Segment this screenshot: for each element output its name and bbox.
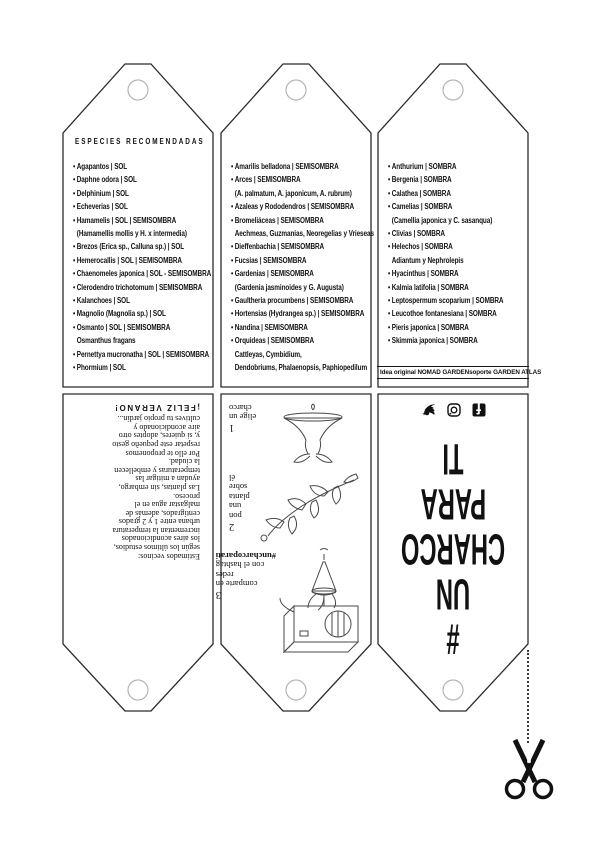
letter-lines: [112, 414, 200, 560]
bullet-icon: •: [388, 162, 391, 171]
tag-back-steps: [215, 393, 372, 712]
bullet-icon: •: [231, 242, 234, 252]
species-item-text: Phormium | SOL: [76, 363, 126, 373]
letter-line: malgastar agua en el: [134, 500, 200, 510]
bullet-icon: •: [388, 336, 391, 346]
species-item: [73, 227, 214, 240]
species-item-text: Camelias | SOMBRA: [391, 202, 453, 212]
dripping-funnel-puddle-icon: [272, 398, 350, 466]
bullet-icon: •: [73, 188, 76, 198]
species-item: [73, 281, 214, 294]
species-item-text: Anthurium | SOMBRA: [391, 162, 457, 171]
bullet-icon: •: [73, 282, 76, 292]
bullet-icon: •: [73, 242, 76, 252]
species-list-header: ESPECIES RECOMENDADAS: [75, 137, 205, 146]
species-item-text: Delphinium | SOL: [76, 188, 129, 198]
step-3-row: [215, 546, 364, 660]
campaign-title: [377, 435, 529, 665]
species-item-text: (Gardenia jasminoides y G. Augusta): [234, 282, 344, 292]
bullet-icon: •: [73, 255, 76, 265]
species-item-text: Pieris japonica | SOMBRA: [391, 322, 469, 332]
bullet-icon: •: [231, 162, 234, 171]
bullet-icon: •: [73, 175, 76, 185]
species-item: [388, 267, 529, 280]
species-item-text: Fucsias | SEMISOMBRA: [234, 255, 307, 265]
species-item-text: Hyacinthus | SOMBRA: [391, 269, 459, 279]
species-item-text: Bergenia | SOMBRA: [391, 175, 452, 185]
bullet-icon: •: [388, 229, 391, 239]
species-item: [231, 321, 372, 334]
species-item: [231, 160, 372, 173]
species-item: [388, 281, 529, 294]
species-item: [231, 187, 372, 200]
upside-down-content: [62, 393, 214, 712]
species-item: [73, 321, 214, 334]
species-item-text: Amarilis belladona | SEMISOMBRA: [234, 162, 339, 171]
species-item-text: (Camellia japonica y C. sasanqua): [391, 215, 493, 225]
species-item-text: Kalanchoes | SOL: [76, 296, 130, 306]
upside-down-content: [377, 393, 529, 712]
species-item: [73, 187, 214, 200]
species-item: [231, 307, 372, 320]
bullet-icon: •: [73, 309, 76, 319]
species-item-text: (Hamamellis mollis y H. x intermedia): [76, 229, 187, 239]
species-item-text: Arces | SEMISOMBRA: [234, 175, 301, 185]
species-item-text: Leptospermum scoparium | SOMBRA: [391, 296, 504, 306]
species-item: [388, 240, 529, 253]
dotted-cut-line: [527, 650, 529, 743]
step-1-row: [229, 398, 364, 468]
species-item: [73, 361, 214, 374]
species-item-text: Clerodendro trichotomum | SEMISOMBRA: [76, 282, 203, 292]
bullet-icon: •: [73, 162, 76, 171]
species-item-text: Gardenias | SEMISOMBRA: [234, 269, 314, 279]
species-item: [231, 173, 372, 186]
species-item-text: Calathea | SOMBRA: [391, 188, 451, 198]
step-number: 3: [215, 588, 221, 600]
species-item-text: Hemerocallis | SOL | SEMISOMBRA: [76, 255, 182, 265]
letter-line: cultives tu propio jardín...: [117, 414, 200, 424]
species-item: [388, 294, 529, 307]
species-item: [388, 227, 529, 240]
species-item-text: Helechos | SOMBRA: [391, 242, 453, 252]
air-conditioner-with-hanging-planter-icon: [276, 546, 364, 658]
credit-bar: [377, 366, 542, 379]
species-item: [388, 173, 529, 186]
species-item-text: Adiantum y Nephrolepis: [391, 255, 464, 265]
species-item-text: Leucothoe fontanesiana | SOMBRA: [391, 309, 497, 319]
bullet-icon: •: [73, 202, 76, 212]
species-item: [231, 348, 372, 361]
species-item-text: Osmanthus fragans: [76, 336, 136, 346]
step-number: 1: [229, 421, 235, 433]
species-item-text: Hortensias (Hydrangea sp.) | SEMISOMBRA: [234, 309, 365, 319]
species-item-text: Daphne odora | SOL: [76, 175, 137, 185]
letter-line: Las plantas, sin embargo,: [118, 482, 200, 492]
species-item: [388, 214, 529, 227]
letter-line: centígrados, además de: [125, 508, 200, 518]
bullet-icon: •: [73, 363, 76, 373]
species-item: [231, 227, 372, 240]
species-item: [388, 200, 529, 213]
species-item: [73, 334, 214, 347]
species-item-text: Clivias | SOMBRA: [391, 229, 445, 239]
twitter-bird-icon: [420, 404, 436, 417]
letter-line: Estimados vecinos:: [138, 551, 200, 561]
species-item-text: Brezos (Erica sp., Calluna sp.) | SOL: [76, 242, 185, 252]
species-item: [231, 254, 372, 267]
species-item: [231, 240, 372, 253]
species-item-text: Bromeliáceas | SEMISOMBRA: [234, 215, 324, 225]
species-item: [73, 160, 214, 173]
neighbors-letter: [112, 402, 200, 560]
campaign-title-line: TI: [442, 435, 464, 485]
species-item-text: Echeverias | SOL: [76, 202, 128, 212]
letter-line: urbana entre 1 y 2 grados: [118, 517, 200, 527]
social-icons-row: [377, 403, 529, 417]
species-item: [73, 348, 214, 361]
letter-line: respetar este pequeño gesto: [112, 439, 200, 449]
bullet-icon: •: [388, 282, 391, 292]
bullet-icon: •: [231, 269, 234, 279]
step-1-text: [229, 398, 272, 432]
letter-line: ayudan a mitigar las: [135, 474, 200, 484]
species-item: [388, 187, 529, 200]
credit-idea: Idea original NOMAD GARDEN: [380, 369, 470, 376]
species-item-text: Nandina | SEMISOMBRA: [234, 322, 308, 332]
species-item: [388, 334, 529, 347]
bullet-icon: •: [231, 255, 234, 265]
species-item: [73, 294, 214, 307]
campaign-title-line: PARA: [420, 480, 486, 530]
letter-line: incrementan la temperatura: [112, 525, 200, 535]
campaign-title-line: CHARCO: [400, 525, 506, 575]
campaign-hashtag: #uncharcoparati: [215, 550, 276, 561]
step-caption: elige un charco: [229, 402, 257, 423]
species-item-text: Azaleas y Rododendros | SEMISOMBRA: [234, 202, 355, 212]
facebook-icon: [472, 403, 486, 417]
bullet-icon: •: [231, 322, 234, 332]
letter-line: proceso.: [173, 491, 200, 501]
species-item: [231, 200, 372, 213]
bullet-icon: •: [73, 349, 76, 359]
species-item-text: Aechmeas, Guzmanias, Neoregelias y Vrieseas: [234, 229, 374, 239]
species-item: [73, 307, 214, 320]
letter-line: Por ello te proponemos: [125, 448, 200, 458]
plant-sprig-icon: [254, 468, 364, 544]
bullet-icon: •: [231, 309, 234, 319]
step-2-row: [229, 468, 364, 546]
species-item: [231, 214, 372, 227]
step-number: 2: [229, 520, 235, 532]
bullet-icon: •: [231, 202, 234, 212]
credit-support: soporte GARDEN ATLAS: [469, 369, 542, 376]
species-item: [73, 214, 214, 227]
species-item: [231, 281, 372, 294]
species-item-text: Dendobriums, Phalaenopsis, Paphiopedilum: [234, 363, 368, 373]
bullet-icon: •: [73, 269, 76, 279]
letter-line: aire acondicionado y: [133, 422, 200, 432]
letter-closing: ¡FELIZ VERANO!: [113, 402, 200, 412]
bullet-icon: •: [388, 202, 391, 212]
species-item-text: Agapantos | SOL: [76, 162, 128, 171]
bullet-icon: •: [73, 322, 76, 332]
bullet-icon: •: [388, 269, 391, 279]
bullet-icon: •: [231, 296, 234, 306]
species-item: [388, 321, 529, 334]
tag-front-sol: [62, 63, 214, 388]
species-item-text: Osmanto | SOL | SEMISOMBRA: [76, 322, 171, 332]
step-caption: pon una planta sobre él: [229, 472, 250, 521]
species-item-text: Chaenomeles japonica | SOL - SEMISOMBRA: [76, 269, 212, 279]
species-item: [231, 294, 372, 307]
species-item: [231, 361, 372, 374]
species-list-sol: [73, 160, 214, 375]
tag-back-letter: [62, 393, 214, 712]
species-list-semisombra: [231, 160, 372, 375]
campaign-title-line: #: [446, 615, 460, 665]
species-list-sombra: [388, 160, 529, 348]
bullet-icon: •: [231, 175, 234, 185]
species-item-text: Pernettya mucronatha | SOL | SEMISOMBRA: [76, 349, 210, 359]
species-item-text: Dieffenbachia | SEMISOMBRA: [234, 242, 325, 252]
tag-front-semisombra: [220, 63, 372, 388]
letter-line: la ciudad.: [168, 457, 200, 467]
bullet-icon: •: [388, 309, 391, 319]
species-item-text: Orquideas | SEMISOMBRA: [234, 336, 315, 346]
bullet-icon: •: [388, 322, 391, 332]
step-2-text: [229, 468, 254, 531]
species-item: [231, 267, 372, 280]
species-item: [73, 200, 214, 213]
step-caption: comparte en redes con el hashtag: [215, 560, 265, 590]
letter-line: según los últimos estudios,: [113, 543, 200, 553]
instagram-icon: [447, 403, 461, 417]
step-3-text: [216, 546, 276, 599]
species-item-text: Kalmia latifolia | SOMBRA: [391, 282, 469, 292]
species-item: [73, 173, 214, 186]
instruction-steps: [215, 397, 364, 660]
bullet-icon: •: [388, 175, 391, 185]
campaign-title-line: UN: [435, 570, 471, 620]
letter-line: los aires acondicionados: [121, 534, 200, 544]
species-item: [73, 240, 214, 253]
species-item: [73, 254, 214, 267]
species-item-text: Skimmia japonica | SOMBRA: [391, 336, 478, 346]
species-item: [73, 267, 214, 280]
bullet-icon: •: [73, 215, 76, 225]
upside-down-content: [215, 393, 372, 712]
species-item: [388, 254, 529, 267]
bullet-icon: •: [388, 188, 391, 198]
species-item-text: Magnolio (Magnolia sp.) | SOL: [76, 309, 166, 319]
species-item-text: Gaultheria procumbens | SEMISOMBRA: [234, 296, 354, 306]
species-item: [231, 334, 372, 347]
species-item-text: Cattleyas, Cymbidium,: [234, 349, 302, 359]
bullet-icon: •: [73, 296, 76, 306]
species-item: [388, 307, 529, 320]
letter-line: y, si quieres, adoptes otro: [118, 431, 200, 441]
bullet-icon: •: [388, 242, 391, 252]
bullet-icon: •: [388, 296, 391, 306]
species-item: [388, 160, 529, 173]
scissors-icon: [499, 738, 559, 805]
bullet-icon: •: [231, 336, 234, 346]
tag-front-sombra: [377, 63, 542, 388]
species-item-text: Hamamelis | SOL | SEMISOMBRA: [76, 215, 177, 225]
bullet-icon: •: [231, 215, 234, 225]
species-item-text: (A. palmatum, A. japonicum, A. rubrum): [234, 188, 352, 198]
tag-back-campaign: [377, 393, 529, 712]
letter-line: temperaturas y embellecen: [114, 465, 200, 475]
